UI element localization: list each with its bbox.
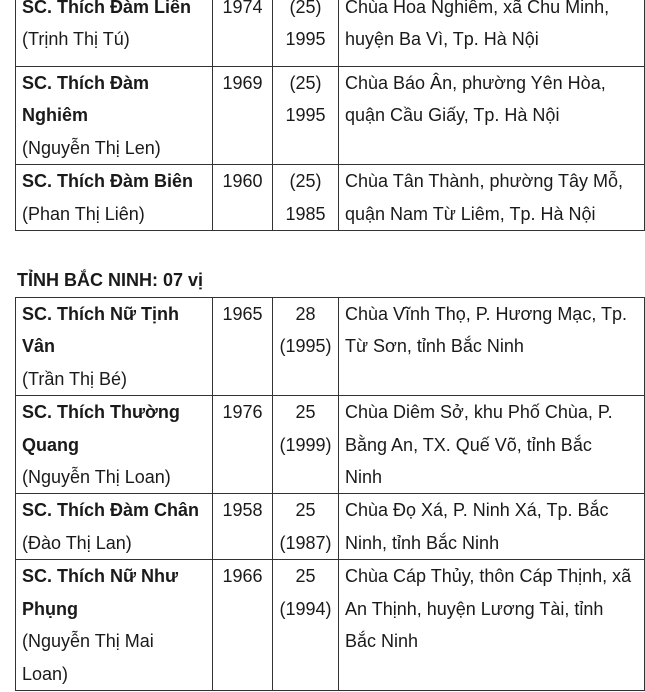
address-cell: Chùa Vĩnh Thọ, P. Hương Mạc, Tp. Từ Sơn, tỉnh Bắc Ninh bbox=[339, 298, 645, 396]
table-row bbox=[16, 494, 645, 560]
hanoi-nuns-table bbox=[15, 0, 645, 231]
birth-year-cell: 1976 bbox=[213, 396, 273, 494]
table-row bbox=[16, 298, 645, 396]
address-cell: Chùa Tân Thành, phường Tây Mỗ, quận Nam Từ Liêm, Tp. Hà Nội bbox=[339, 165, 645, 231]
table-row bbox=[16, 67, 645, 165]
birth-year-cell: 1966 bbox=[213, 560, 273, 691]
address-cell: Chùa Diêm Sở, khu Phố Chùa, P. Bằng An, TX. Quế Võ, tỉnh Bắc Ninh bbox=[339, 396, 645, 494]
ordination-cell: 28 (1995) bbox=[273, 298, 339, 396]
birth-year-cell: 1974 bbox=[213, 0, 273, 67]
birth-year-cell: 1960 bbox=[213, 165, 273, 231]
ordination-cell: 25 (1994) bbox=[273, 560, 339, 691]
name-cell: SC. Thích Đàm Nghiêm (Nguyễn Thị Len) bbox=[16, 67, 213, 165]
table-row bbox=[16, 560, 645, 691]
address-cell: Chùa Đọ Xá, P. Ninh Xá, Tp. Bắc Ninh, tỉnh Bắc Ninh bbox=[339, 494, 645, 560]
address-cell: Chùa Hoa Nghiêm, xã Chu Minh, huyện Ba Vì, Tp. Hà Nội bbox=[339, 0, 645, 67]
ordination-cell: (25) 1995 bbox=[273, 0, 339, 67]
name-cell: SC. Thích Nữ Tịnh Vân (Trần Thị Bé) bbox=[16, 298, 213, 396]
section-title: TỈNH BẮC NINH: 07 vị bbox=[17, 270, 204, 290]
birth-year-cell: 1965 bbox=[213, 298, 273, 396]
name-cell: SC. Thích Thường Quang (Nguyễn Thị Loan) bbox=[16, 396, 213, 494]
table-row bbox=[16, 396, 645, 494]
ordination-cell: (25) 1985 bbox=[273, 165, 339, 231]
name-cell: SC. Thích Đàm Chân (Đào Thị Lan) bbox=[16, 494, 213, 560]
name-cell: SC. Thích Đàm Liên (Trịnh Thị Tú) bbox=[16, 0, 213, 67]
name-cell: SC. Thích Nữ Như Phụng (Nguyễn Thị Mai Loan) bbox=[16, 560, 213, 691]
ordination-cell: 25 (1987) bbox=[273, 494, 339, 560]
address-cell: Chùa Báo Ân, phường Yên Hòa, quận Cầu Giấy, Tp. Hà Nội bbox=[339, 67, 645, 165]
ordination-cell: (25) 1995 bbox=[273, 67, 339, 165]
table-row bbox=[16, 165, 645, 231]
address-cell: Chùa Cáp Thủy, thôn Cáp Thịnh, xã An Thịnh, huyện Lương Tài, tỉnh Bắc Ninh bbox=[339, 560, 645, 691]
birth-year-cell: 1969 bbox=[213, 67, 273, 165]
bac-ninh-nuns-table bbox=[15, 297, 645, 691]
name-cell: SC. Thích Đàm Biên (Phan Thị Liên) bbox=[16, 165, 213, 231]
ordination-cell: 25 (1999) bbox=[273, 396, 339, 494]
table-row bbox=[16, 0, 645, 67]
birth-year-cell: 1958 bbox=[213, 494, 273, 560]
